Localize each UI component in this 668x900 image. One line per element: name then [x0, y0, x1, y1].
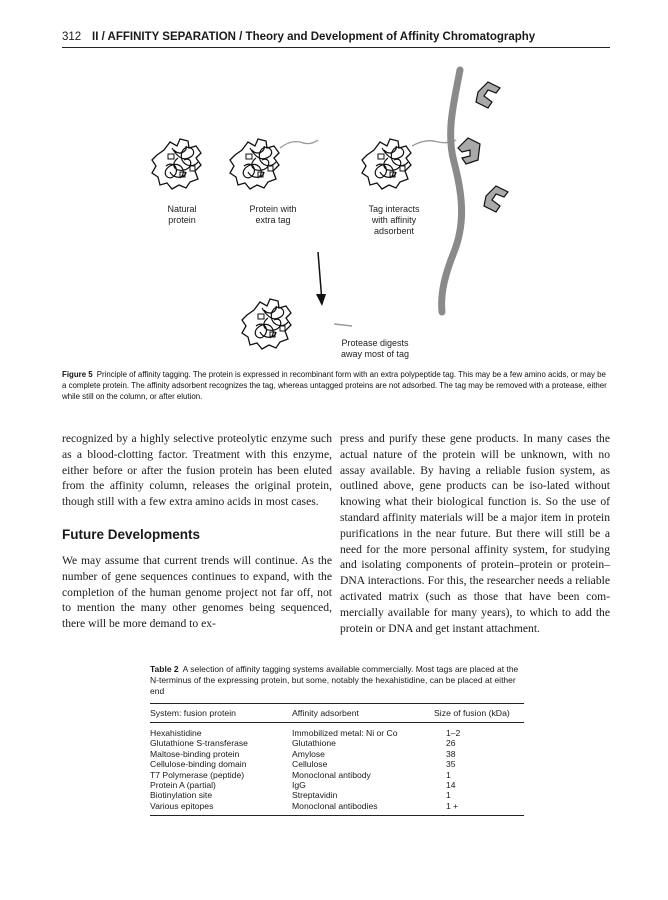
table-row: [150, 780, 524, 790]
table-cell: T7 Polymerase (peptide): [150, 769, 245, 780]
table-row: [150, 759, 524, 769]
affinity-tags-table: [150, 703, 524, 816]
bound-protein-icon: [362, 139, 411, 189]
affinity-ligand-icon: [458, 138, 480, 164]
extra-tag-icon: [280, 140, 318, 148]
tagged-protein-icon: [230, 139, 279, 189]
body-column-right: [340, 431, 610, 636]
running-head-title: II / AFFINITY SEPARATION / Theory and Development of Affinity Chromatography: [92, 31, 536, 43]
paragraph: We may assume that current trends will continue. As the number of gene sequences continues to expand, with the completion of the human genome project not far off, not to mention the many other genomes being sequenced, there will be more demand to ex-: [62, 553, 332, 631]
table-cell: 35: [446, 759, 456, 770]
column-header: Size of fusion (kDa): [434, 708, 510, 718]
table-cell: Amylose: [292, 748, 325, 759]
table-cell: Monoclonal antibody: [292, 769, 371, 780]
page-number: 312: [62, 31, 82, 43]
table-cell: 1: [446, 769, 451, 780]
cleaved-protein-icon: [242, 299, 291, 349]
table-2: [150, 664, 524, 816]
figure-caption-text: Principle of affinity tagging. The protein is expressed in recombinant form with an extra polypeptide tag. This may be a few amino acids, or may be a complete protein. The affinity adsorbent recognizes the tag, whereas untagged proteins are not adsorbed. The tag may be removed with a protease, either while still on the column, or after elution.: [62, 370, 607, 401]
matrix-strand-icon: [442, 70, 462, 312]
table-cell: 1–2: [446, 728, 461, 738]
table-cell: Various epitopes: [150, 800, 214, 811]
table-cell: Maltose-binding protein: [150, 748, 240, 759]
table-row: [150, 790, 524, 800]
table-cell: 1 +: [446, 800, 459, 811]
label-protein-with-tag: Protein with extra tag: [249, 204, 297, 225]
table-caption-label: Table 2: [150, 664, 179, 674]
table-row: [150, 738, 524, 748]
column-header: Affinity adsorbent: [292, 708, 359, 718]
affinity-ligand-icon: [484, 186, 508, 212]
figure-5: [62, 62, 610, 368]
table-cell: 14: [446, 780, 456, 791]
table-row: [150, 723, 524, 739]
table-cell: Immobilized metal: Ni or Co: [292, 728, 398, 738]
table-cell: Streptavidin: [292, 790, 338, 801]
table-cell: Cellulose: [292, 759, 328, 770]
table-cell: 38: [446, 748, 456, 759]
affinity-ligand-icon: [476, 82, 500, 108]
table-cell: Hexahistidine: [150, 728, 202, 738]
affinity-tagging-diagram: [62, 62, 610, 368]
table-cell: IgG: [292, 780, 306, 791]
paragraph: press and purify these gene products. In many cases the actual nature of the protein will be unknown, with no assay available. By having a reliable fusion system, as outlined above, gene products can be iso-lated without knowing what their biological function is. So the use of standard affinity materials will be a major item in protein purifications in the near future. But there will still be a need for the more personal affinity system, for studying and isolating components of protein–protein or protein–DNA interactions. For this, the researcher needs a reliable activated matrix (such as those that have been com-mercially available for many years), to which to add the protein or DNA and get instant attachment.: [340, 432, 610, 635]
figure-caption: [62, 369, 610, 402]
body-column-left: [62, 431, 332, 632]
table-row: [150, 801, 524, 816]
table-cell: Monoclonal antibodies: [292, 800, 378, 811]
running-header: [62, 30, 610, 48]
table-cell: Protein A (partial): [150, 780, 216, 791]
column-header: System: fusion protein: [150, 708, 236, 718]
label-natural-protein: Natural protein: [167, 204, 197, 225]
table-caption: [150, 664, 524, 697]
arrow-head-icon: [316, 294, 326, 306]
table-row: [150, 749, 524, 759]
section-heading: Future Developments: [62, 526, 201, 542]
table-cell: 1: [446, 790, 451, 801]
label-tag-interacts: Tag interacts with affinity adsorbent: [368, 204, 420, 236]
table-header-row: [150, 704, 524, 723]
paragraph: recognized by a highly selective proteolytic enzyme such as a blood-clotting factor. Treatment with this enzyme, either before or after the fusion protein has been eluted from the affinity column, releases the original protein, though still with a few extra amino acids in most cases.: [62, 432, 332, 509]
table-cell: Glutathione S-transferase: [150, 738, 248, 749]
tag-fragment-icon: [334, 324, 352, 326]
label-protease-digests: Protease digests away most of tag: [340, 338, 410, 359]
table-row: [150, 770, 524, 780]
table-cell: Cellulose-binding domain: [150, 759, 247, 770]
table-caption-text: A selection of affinity tagging systems available commercially. Most tags are placed at the N-terminus of the expressing protein, but some, notably the hexahistidine, can be placed at either end: [150, 664, 519, 696]
table-cell: Biotinylation site: [150, 790, 213, 801]
natural-protein-icon: [152, 139, 201, 189]
figure-caption-label: Figure 5: [62, 370, 93, 379]
table-cell: Glutathione: [292, 738, 336, 749]
table-cell: 26: [446, 738, 456, 749]
